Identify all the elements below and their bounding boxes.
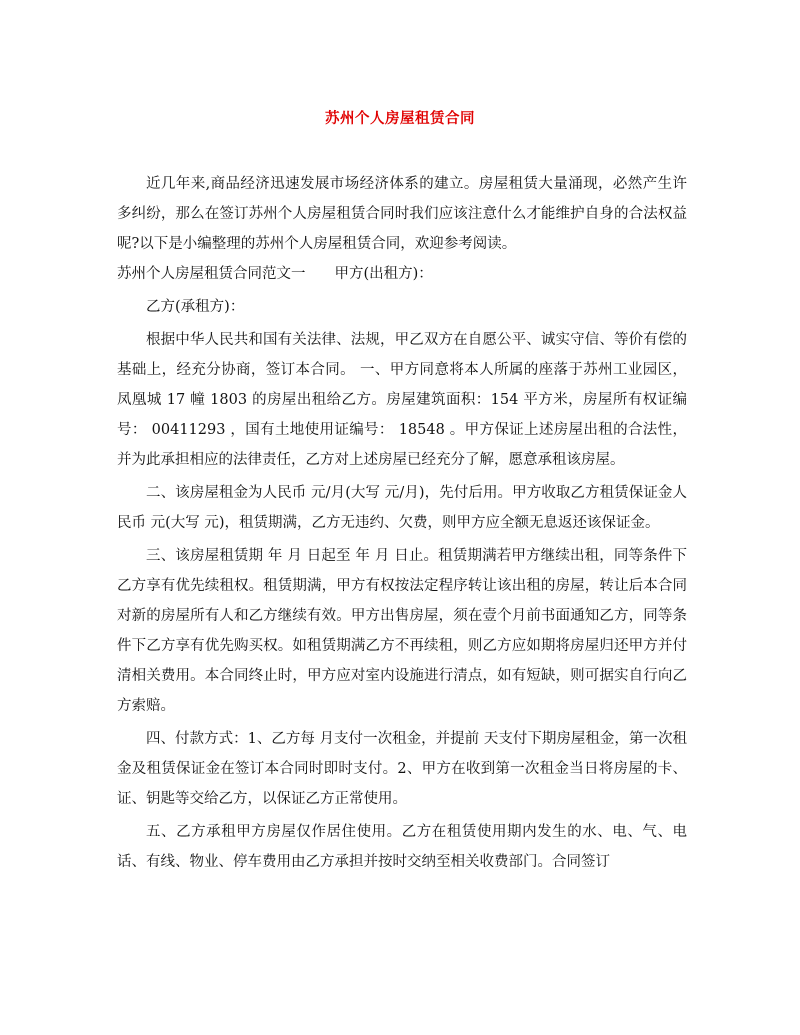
intro-paragraph: 近几年来,商品经济迅速发展市场经济体系的建立。房屋租赁大量涌现，必然产生许多纠纷，那么在签订苏州个人房屋租赁合同时我们应该注意什么才能维护自身的合法权益呢?以下是小编整理的苏州个人房屋租赁合同，欢迎参考阅读。 [117, 176, 687, 252]
clause-4-paragraph: 四、付款方式：1、乙方每 月支付一次租金，并提前 天支付下期房屋租金，第一次租金及租赁保证金在签订本合同时即时支付。2、甲方在收到第一次租金当日将房屋的卡、证、钥匙等交给乙方，以保证乙方正常使用。 [117, 731, 687, 807]
party-b-line: 乙方(承租方)： [146, 299, 245, 315]
clause-5-paragraph: 五、乙方承租甲方房屋仅作居住使用。乙方在租赁使用期内发生的水、电、气、电话、有线、物业、停车费用由乙方承担并按时交纳至相关收费部门。合同签订 [117, 824, 687, 870]
sample-heading: 苏州个人房屋租赁合同范文一 甲方(出租方)： [117, 266, 433, 282]
clause-1-paragraph: 根据中华人民共和国有关法律、法规，甲乙双方在自愿公平、诚实守信、等价有偿的基础上，经充分协商，签订本合同。 一、甲方同意将本人所属的座落于苏州工业园区，凤凰城 17 幢 1803 的房屋出租给乙方。房屋建筑面积：154 平方米，房屋所有权证编号： 00411293 ，国有土地使用证编号： 18548 。甲方保证上述房屋出租的合法性，并为此承担相应的法律责任，乙方对上述房屋已经充分了解，愿意承租该房屋。 [117, 332, 687, 468]
clause-3-paragraph: 三、该房屋租赁期 年 月 日起至 年 月 日止。租赁期满若甲方继续出租，同等条件下乙方享有优先续租权。租赁期满，甲方有权按法定程序转让该出租的房屋，转让后本合同对新的房屋所有人和乙方继续有效。甲方出售房屋，须在壹个月前书面通知乙方，同等条件下乙方享有优先购买权。如租赁期满乙方不再续租，则乙方应如期将房屋归还甲方并付清相关费用。本合同终止时，甲方应对室内设施进行清点，如有短缺，则可据实自行向乙方索赔。 [117, 548, 687, 714]
document-body [117, 169, 687, 877]
clause-2-paragraph: 二、该房屋租金为人民币 元/月(大写 元/月)，先付后用。甲方收取乙方租赁保证金人民币 元(大写 元)，租赁期满，乙方无违约、欠费，则甲方应全额无息返还该保证金。 [117, 485, 687, 531]
document-title: 苏州个人房屋租赁合同 [325, 110, 475, 127]
